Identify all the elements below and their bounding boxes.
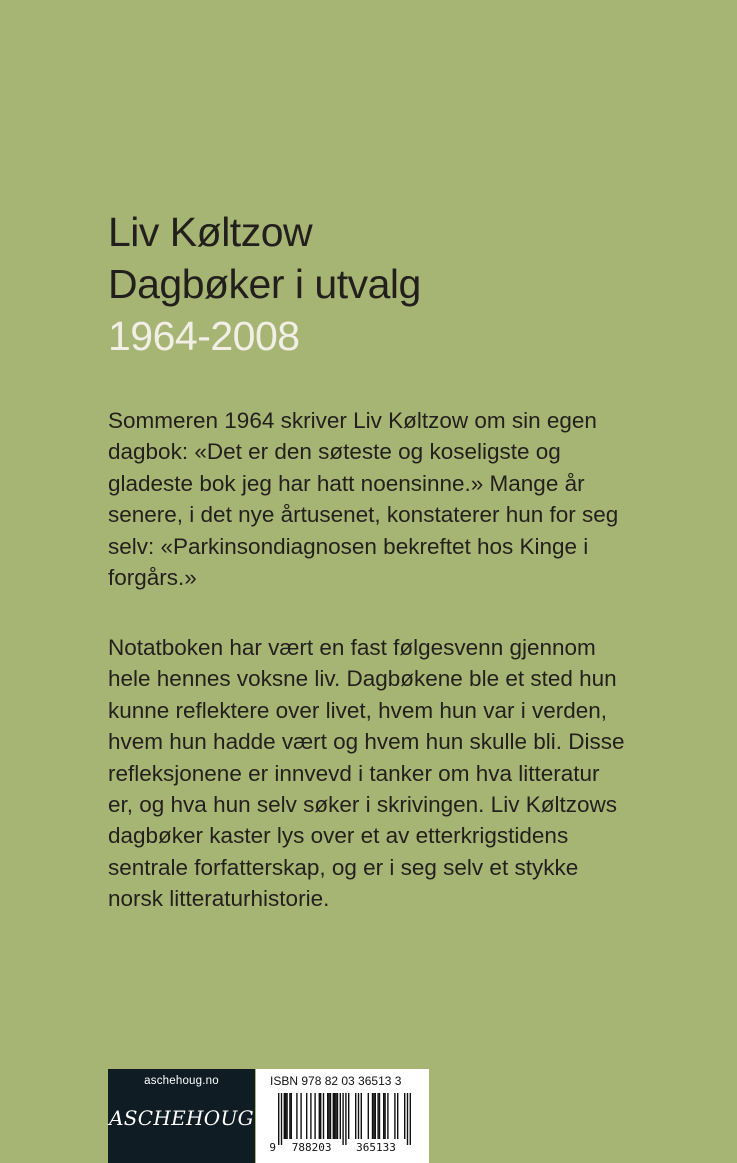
barcode-bar	[355, 1093, 356, 1139]
blurb-line: Sommeren 1964 skriver Liv Køltzow om sin egen	[108, 408, 597, 433]
barcode-bar	[286, 1093, 287, 1139]
barcode-bar	[368, 1093, 369, 1139]
barcode-bar	[306, 1093, 307, 1139]
barcode-digits: 788203	[291, 1141, 332, 1153]
publisher-logo: ASCHEHOUG	[109, 1106, 254, 1130]
blurb-line: senere, i det nye årtusenet, konstaterer hun for seg	[108, 502, 619, 528]
blurb-line: refleksjonene er innvevd i tanker om hva litteratur	[108, 760, 600, 786]
barcode-bar	[330, 1093, 331, 1139]
barcode-bar	[328, 1093, 329, 1139]
barcode-bar	[278, 1093, 279, 1145]
blurb-line: hvem hun hadde vært og hvem hun skulle bli. Disse	[108, 729, 625, 755]
barcode-bar	[373, 1093, 374, 1139]
barcode-bar	[407, 1093, 408, 1145]
barcode-bar	[348, 1093, 349, 1139]
blurb-line: selv: «Parkinsondiagnosen bekreftet hos Kinge i	[108, 533, 589, 559]
blurb-line: dagbok: «Det er den søteste og koseligste og	[108, 439, 561, 465]
barcode-bar	[375, 1093, 376, 1139]
title-block	[108, 206, 421, 362]
barcode-bar	[334, 1093, 335, 1139]
barcode-bar	[314, 1093, 315, 1139]
barcode-bar	[337, 1093, 338, 1139]
barcode-bar	[281, 1093, 282, 1145]
barcode	[268, 1091, 418, 1153]
barcode-bar	[300, 1093, 301, 1139]
barcode-digits: 9	[269, 1141, 276, 1153]
blurb-line: Notatboken har vært en fast følgesvenn gjennom	[108, 635, 596, 660]
barcode-bar	[285, 1093, 286, 1139]
barcode-bar	[327, 1093, 328, 1139]
barcode-bar	[320, 1093, 321, 1139]
blurb-line: kunne reflektere over livet, hvem hun var i verden,	[108, 697, 607, 723]
barcode-bar	[319, 1093, 320, 1139]
barcode-bar	[345, 1093, 346, 1145]
barcode-bar	[291, 1093, 292, 1139]
barcode-bar	[310, 1093, 311, 1139]
barcode-bar	[361, 1093, 362, 1139]
barcode-bar	[333, 1093, 334, 1139]
barcode-bar	[340, 1093, 341, 1139]
blurb-line: dagbøker kaster lys over et av etterkrigstidens	[108, 823, 569, 849]
blurb-line: hele hennes voksne liv. Dagbøkene ble et sted hun	[108, 666, 617, 692]
barcode-bar	[379, 1093, 380, 1139]
barcode-bar	[335, 1093, 336, 1139]
barcode-bar	[397, 1093, 398, 1139]
blurb-line: gladeste bok jeg har hatt noensinne.» Mange år	[108, 470, 585, 496]
barcode-bar	[358, 1093, 359, 1139]
barcode-bar	[372, 1093, 373, 1139]
barcode-bar	[387, 1093, 388, 1139]
author-name: Liv Køltzow	[108, 209, 313, 255]
blurb-paragraph-1	[108, 405, 668, 593]
book-years: 1964-2008	[108, 313, 300, 359]
book-title: Dagbøker i utvalg	[108, 261, 421, 307]
barcode-bar	[323, 1093, 324, 1139]
barcode-digits: 365133	[356, 1141, 396, 1153]
barcode-bar	[384, 1093, 385, 1139]
blurb-line: norsk litteraturhistorie.	[108, 886, 330, 912]
barcode-bar	[377, 1093, 378, 1139]
barcode-bar	[394, 1093, 395, 1139]
barcode-bar	[404, 1093, 405, 1139]
barcode-bar	[296, 1093, 297, 1139]
blurb-line: sentrale forfatterskap, og er i seg selv et stykke	[108, 854, 579, 880]
isbn-box	[256, 1069, 429, 1163]
barcode-bar	[410, 1093, 411, 1145]
publisher-url: aschehoug.no	[144, 1075, 219, 1087]
barcode-bar	[383, 1093, 384, 1139]
publisher-box	[108, 1069, 255, 1163]
blurb-paragraph-2	[108, 632, 668, 915]
barcode-bar	[342, 1093, 343, 1145]
isbn-label: ISBN 978 82 03 36513 3	[270, 1074, 402, 1088]
barcode-bar	[289, 1093, 290, 1139]
blurb-line: forgårs.»	[108, 565, 197, 591]
blurb-line: er, og hva hun selv søker i skrivingen. Liv Køltzows	[108, 792, 617, 818]
barcode-bar	[284, 1093, 285, 1139]
